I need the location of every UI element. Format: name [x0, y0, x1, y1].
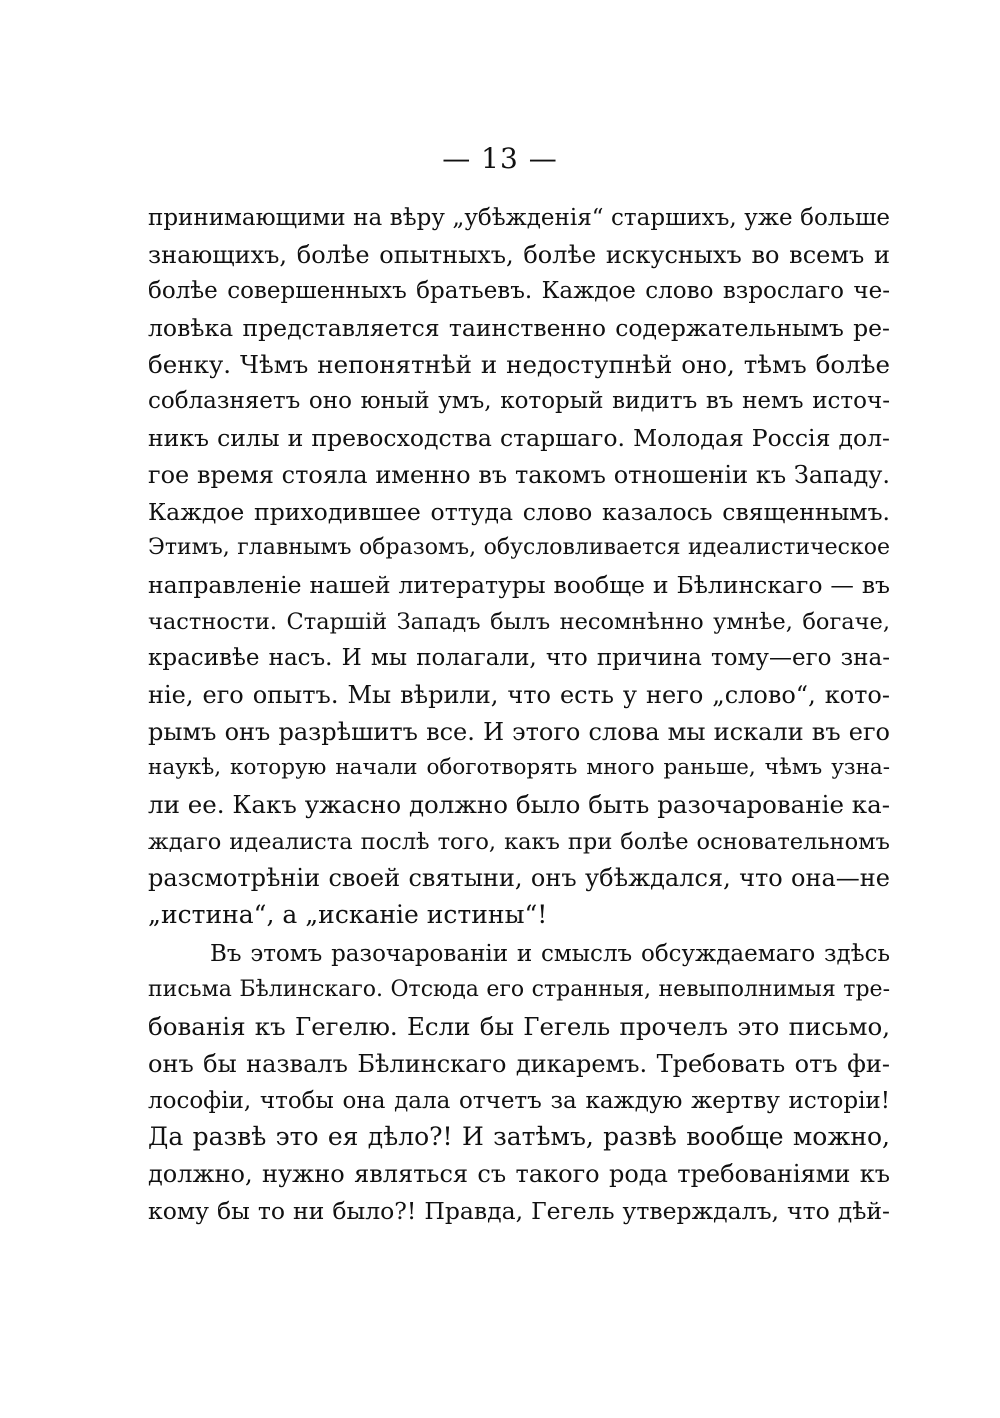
text-line: Въ этомъ разочарованіи и смыслъ обсуждаемаго здѣсь: [210, 940, 890, 967]
text-line: гое время стояла именно въ такомъ отношеніи къ Западу.: [148, 460, 890, 489]
text-line: наукѣ, которую начали обоготворять много раньше, чѣмъ узна-: [148, 755, 890, 781]
text-line: письма Бѣлинскаго. Отсюда его странныя, невыполнимыя тре-: [148, 977, 890, 1003]
text-line: бенку. Чѣмъ непонятнѣй и недоступнѣй оно, тѣмъ болѣе: [148, 349, 890, 379]
text-line: Каждое приходившее оттуда слово казалось священнымъ.: [148, 497, 890, 526]
text-line: болѣе совершенныхъ братьевъ. Каждое слово взрослаго че-: [148, 278, 890, 305]
text-line: должно, нужно являться съ такого рода требованіями къ: [148, 1159, 890, 1188]
text-line: частности. Старшій Западъ былъ несомнѣнно умнѣе, богаче,: [148, 608, 890, 635]
text-line: ловѣка представляется таинственно содержательнымъ ре-: [148, 314, 890, 343]
paragraph: [148, 936, 890, 1230]
text-line: соблазняетъ оно юный умъ, который видитъ въ немъ источ-: [148, 388, 890, 415]
text-line: Этимъ, главнымъ образомъ, обусловливается идеалистическое: [148, 535, 890, 561]
text-line: лософіи, чтобы она дала отчетъ за каждую жертву исторіи!: [148, 1087, 890, 1114]
text-line: кому бы то ни было?! Правда, Гегель утверждалъ, что дѣй-: [148, 1196, 890, 1225]
body-text: [148, 200, 890, 1229]
text-line: рымъ онъ разрѣшитъ все. И этого слова мы искали въ его: [148, 717, 890, 746]
page-number: — 13 —: [442, 142, 558, 175]
text-line: онъ бы назвалъ Бѣлинскаго дикаремъ. Требовать отъ фи-: [148, 1049, 890, 1078]
text-line: никъ силы и превосходства старшаго. Молодая Россія дол-: [148, 424, 890, 453]
text-line: красивѣе насъ. И мы полагали, что причина тому—его зна-: [148, 645, 890, 672]
text-line: Да развѣ это ея дѣло?! И затѣмъ, развѣ вообще можно,: [148, 1122, 890, 1152]
text-line: принимающими на вѣру „убѣжденія“ старшихъ, уже больше: [148, 205, 890, 231]
text-line: разсмотрѣніи своей святыни, онъ убѣждался, что она—не: [148, 864, 890, 893]
text-line: ждаго идеалиста послѣ того, какъ при болѣе основательномъ: [148, 828, 890, 855]
paragraph: [148, 200, 890, 934]
text-line: знающихъ, болѣе опытныхъ, болѣе искусныхъ во всемъ и: [148, 240, 890, 269]
text-line: „истина“, а „исканіе истины“!: [148, 900, 548, 930]
text-line: ли ее. Какъ ужасно должно было быть разочарованіе ка-: [148, 790, 890, 819]
text-line: ніе, его опытъ. Мы вѣрили, что есть у него „слово“, кото-: [148, 680, 890, 709]
text-line: бованія къ Гегелю. Если бы Гегель прочелъ это письмо,: [148, 1012, 890, 1042]
text-line: направленіе нашей литературы вообще и Бѣлинскаго — въ: [148, 570, 890, 599]
